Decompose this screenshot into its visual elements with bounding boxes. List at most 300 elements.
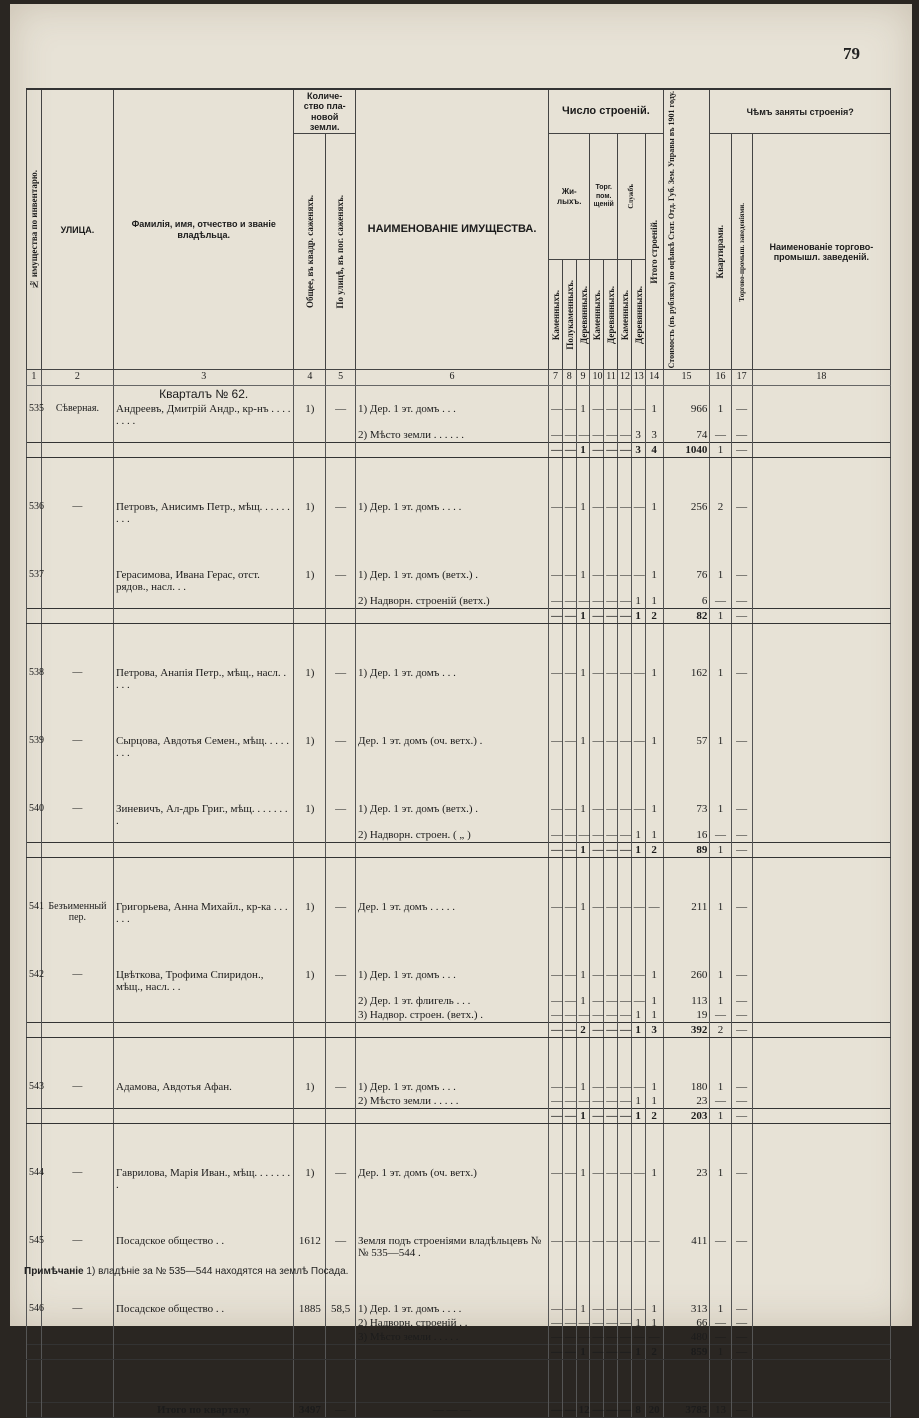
building-count: —	[576, 1234, 590, 1260]
spacer-cell	[355, 1124, 548, 1167]
spacer-cell	[576, 624, 590, 667]
trade-count: —	[731, 1109, 752, 1124]
building-count: —	[604, 1302, 618, 1316]
building-count: —	[590, 1330, 604, 1345]
spacer-cell	[326, 858, 356, 901]
empty-cell	[114, 1330, 294, 1345]
building-count: 1	[631, 1094, 645, 1109]
building-count: —	[618, 1302, 632, 1316]
building-count: 1	[645, 594, 663, 609]
property-row	[27, 968, 891, 994]
column-number: 11	[604, 370, 618, 386]
street-name: —	[41, 1302, 113, 1316]
area-total: 1)	[294, 500, 326, 526]
property-row	[27, 900, 891, 926]
empty-cell	[294, 1330, 326, 1345]
building-count: —	[590, 1234, 604, 1260]
inventory-number: 546	[27, 1302, 42, 1316]
empty-cell	[114, 994, 294, 1008]
property-row	[27, 500, 891, 526]
column-number: 8	[562, 370, 576, 386]
empty-cell	[27, 843, 42, 858]
spacer-row	[27, 1192, 891, 1234]
building-count: —	[618, 609, 632, 624]
empty-cell	[27, 1109, 42, 1124]
spacer-cell	[562, 1260, 576, 1302]
spacer-cell	[618, 1192, 632, 1234]
building-count: —	[562, 428, 576, 443]
property-name: 1) Дер. 1 эт. домъ . . .	[355, 1080, 548, 1094]
cost-value: 6	[663, 594, 710, 609]
empty-cell	[27, 1403, 42, 1418]
building-count: —	[562, 666, 576, 692]
col-trade-estab-header: Торгово-промыш. заведеніями.	[731, 134, 752, 370]
trade-names-cell	[752, 402, 890, 428]
spacer-cell	[326, 760, 356, 802]
building-count: —	[590, 500, 604, 526]
footnote	[24, 1266, 348, 1277]
inventory-number: 541	[27, 900, 42, 926]
empty-cell	[326, 1008, 356, 1023]
trade-names-cell	[752, 1330, 890, 1345]
building-count: 1	[645, 802, 663, 828]
building-count: 1	[631, 1316, 645, 1330]
column-number: 7	[549, 370, 563, 386]
spacer-cell	[41, 1124, 113, 1167]
building-count: 1	[576, 1080, 590, 1094]
trade-count: —	[731, 1023, 752, 1038]
street-name: —	[41, 802, 113, 828]
cost-value: 74	[663, 428, 710, 443]
building-count: —	[562, 500, 576, 526]
empty-cell	[294, 428, 326, 443]
spacer-cell	[326, 458, 356, 501]
trade-count: —	[731, 802, 752, 828]
empty-cell	[326, 1023, 356, 1038]
spacer-cell	[752, 926, 890, 968]
building-count: —	[562, 1008, 576, 1023]
building-count: —	[549, 594, 563, 609]
spacer-cell	[752, 458, 890, 501]
street-name: —	[41, 1166, 113, 1192]
spacer-cell	[731, 926, 752, 968]
inventory-number: 535	[27, 402, 42, 428]
trade-count: —	[731, 900, 752, 926]
ledger-page	[10, 4, 912, 1417]
spacer-cell	[710, 858, 731, 901]
property-name: 2) Дер. 1 эт. флигель . . .	[355, 994, 548, 1008]
col-owner-header: Фамилія, имя, отчество и званіе владѣльца.	[114, 89, 294, 370]
spacer-cell	[618, 1260, 632, 1302]
building-count: 1	[631, 1008, 645, 1023]
column-number: 13	[631, 370, 645, 386]
building-count: 1	[645, 1316, 663, 1330]
spacer-cell	[631, 1360, 645, 1403]
spacer-cell	[294, 1124, 326, 1167]
col-9-header: Деревянныхъ.	[576, 259, 590, 370]
spacer-cell	[645, 692, 663, 734]
empty-cell	[294, 1008, 326, 1023]
building-count: 20	[645, 1403, 663, 1418]
empty-cell	[326, 1316, 356, 1330]
empty-cell	[41, 1316, 113, 1330]
trade-names-cell	[752, 1234, 890, 1260]
cost-value: 203	[663, 1109, 710, 1124]
trade-names-cell	[752, 1302, 890, 1316]
building-count: 1	[576, 994, 590, 1008]
spacer-cell	[731, 458, 752, 501]
spacer-cell	[731, 1260, 752, 1302]
empty-cell	[41, 594, 113, 609]
inventory-number: 545	[27, 1234, 42, 1260]
empty-cell	[114, 1109, 294, 1124]
spacer-cell	[41, 1192, 113, 1234]
building-count: —	[549, 1080, 563, 1094]
building-count: —	[618, 994, 632, 1008]
spacer-cell	[576, 1192, 590, 1234]
building-count: 1	[645, 1302, 663, 1316]
spacer-cell	[604, 458, 618, 501]
property-table	[26, 88, 891, 1418]
empty-cell	[41, 428, 113, 443]
area-total: 1)	[294, 568, 326, 594]
building-count: —	[618, 1109, 632, 1124]
spacer-cell	[604, 1260, 618, 1302]
spacer-cell	[590, 1360, 604, 1403]
apartments-value: 1	[710, 1302, 731, 1316]
spacer-cell	[731, 692, 752, 734]
street-name: —	[41, 968, 113, 994]
trade-names-cell	[752, 1109, 890, 1124]
building-count: —	[590, 900, 604, 926]
building-count: 1	[576, 609, 590, 624]
building-count: —	[549, 609, 563, 624]
building-count: —	[645, 1330, 663, 1345]
building-count: —	[549, 1023, 563, 1038]
area-front: 58,5	[326, 1302, 356, 1316]
area-front: —	[326, 900, 356, 926]
trade-count: —	[731, 1316, 752, 1330]
trade-names-cell	[752, 843, 890, 858]
empty-cell	[41, 1109, 113, 1124]
building-count: —	[549, 1403, 563, 1418]
trade-count: —	[731, 1302, 752, 1316]
spacer-cell	[590, 858, 604, 901]
spacer-cell	[562, 624, 576, 667]
building-count: —	[590, 1008, 604, 1023]
empty-cell	[326, 594, 356, 609]
building-count: —	[604, 1403, 618, 1418]
column-number: 6	[355, 370, 548, 386]
building-count: —	[590, 1080, 604, 1094]
building-count: —	[549, 568, 563, 594]
spacer-cell	[710, 624, 731, 667]
building-count: 1	[576, 500, 590, 526]
spacer-cell	[604, 1038, 618, 1081]
building-count: —	[604, 1023, 618, 1038]
building-count: —	[562, 1403, 576, 1418]
trade-count: —	[731, 1094, 752, 1109]
spacer-row	[27, 526, 891, 568]
spacer-cell	[326, 1038, 356, 1081]
building-count: —	[549, 1166, 563, 1192]
empty-cell	[41, 843, 113, 858]
col-trade-names-header: Наименованіе торгово-промышл. заведеній.	[752, 134, 890, 370]
spacer-cell	[549, 760, 563, 802]
page-number: 79	[843, 44, 860, 63]
building-count: —	[562, 968, 576, 994]
owner-name: Зиневичъ, Ал-дрь Григ., мѣщ. . . . . . . .	[114, 802, 294, 828]
spacer-cell	[645, 858, 663, 901]
empty-cell	[355, 1345, 548, 1360]
building-count: —	[618, 1008, 632, 1023]
col-area-total-header: Общее, въ квадр. саженяхъ.	[294, 134, 326, 370]
cost-value: 89	[663, 843, 710, 858]
building-count: —	[604, 802, 618, 828]
building-count: —	[618, 1403, 632, 1418]
building-count: —	[604, 594, 618, 609]
street-name: —	[41, 666, 113, 692]
empty-cell	[326, 443, 356, 458]
trade-count: —	[731, 500, 752, 526]
spacer-row	[27, 858, 891, 901]
building-count: —	[618, 568, 632, 594]
building-count: —	[618, 500, 632, 526]
building-count: —	[562, 1166, 576, 1192]
trade-count: —	[731, 443, 752, 458]
empty-cell	[27, 828, 42, 843]
building-count: —	[590, 843, 604, 858]
owner-name: Сырцова, Авдотья Семен., мѣщ. . . . . . . .	[114, 734, 294, 760]
building-count: —	[618, 900, 632, 926]
spacer-cell	[562, 1360, 576, 1403]
empty-cell	[294, 843, 326, 858]
building-count: —	[576, 428, 590, 443]
empty-cell	[27, 443, 42, 458]
street-name: —	[41, 1080, 113, 1094]
building-count: —	[631, 1166, 645, 1192]
empty-cell	[114, 843, 294, 858]
building-count: —	[631, 1080, 645, 1094]
property-row	[27, 1234, 891, 1260]
building-count: —	[576, 828, 590, 843]
empty-cell	[114, 1345, 294, 1360]
spacer-cell	[752, 1038, 890, 1081]
building-count: —	[562, 843, 576, 858]
inventory-number: 537	[27, 568, 42, 594]
trade-names-cell	[752, 734, 890, 760]
spacer-cell	[355, 1260, 548, 1302]
col-7-header: Каменныхъ.	[549, 259, 563, 370]
building-count: —	[562, 402, 576, 428]
col-12-header: Каменныхъ.	[618, 259, 632, 370]
spacer-cell	[604, 858, 618, 901]
spacer-cell	[618, 858, 632, 901]
trade-names-cell	[752, 500, 890, 526]
building-count: —	[604, 666, 618, 692]
spacer-cell	[631, 458, 645, 501]
property-name: 3) Надвор. строен. (ветх.) .	[355, 1008, 548, 1023]
building-count: —	[549, 843, 563, 858]
owner-name: Петровъ, Анисимъ Петр., мѣщ. . . . . . . . .	[114, 500, 294, 526]
building-count: —	[576, 1008, 590, 1023]
building-count: —	[590, 1023, 604, 1038]
building-count: —	[590, 994, 604, 1008]
apartments-value: 1	[710, 802, 731, 828]
column-number: 16	[710, 370, 731, 386]
building-count: 1	[631, 843, 645, 858]
empty-cell	[41, 1094, 113, 1109]
spacer-cell	[294, 1360, 326, 1403]
spacer-cell	[663, 1038, 710, 1081]
empty-cell	[41, 443, 113, 458]
empty-cell	[294, 443, 326, 458]
spacer-cell	[731, 526, 752, 568]
empty-cell	[27, 609, 42, 624]
spacer-row	[27, 760, 891, 802]
spacer-cell	[631, 1192, 645, 1234]
building-count: —	[604, 994, 618, 1008]
building-count: —	[631, 1234, 645, 1260]
building-count: —	[562, 1094, 576, 1109]
building-count: —	[549, 500, 563, 526]
building-count: —	[549, 828, 563, 843]
building-count: —	[562, 594, 576, 609]
spacer-cell	[549, 1360, 563, 1403]
property-row	[27, 568, 891, 594]
empty-cell	[114, 828, 294, 843]
spacer-cell	[114, 526, 294, 568]
building-count: —	[631, 666, 645, 692]
building-count: —	[604, 968, 618, 994]
cost-value: 1040	[663, 443, 710, 458]
spacer-cell	[114, 858, 294, 901]
building-count: —	[618, 443, 632, 458]
cost-value: 19	[663, 1008, 710, 1023]
spacer-cell	[710, 692, 731, 734]
empty-cell	[326, 1330, 356, 1345]
cost-value: 82	[663, 609, 710, 624]
property-row	[27, 1008, 891, 1023]
column-numbers-row	[27, 370, 891, 386]
subtotal-row	[27, 443, 891, 458]
building-count: —	[604, 1234, 618, 1260]
spacer-cell	[294, 1192, 326, 1234]
trade-count: —	[731, 994, 752, 1008]
empty-cell	[294, 994, 326, 1008]
property-row	[27, 1316, 891, 1330]
building-count: 3	[645, 1023, 663, 1038]
area-total: 1)	[294, 734, 326, 760]
apartments-value: 1	[710, 443, 731, 458]
col-area-front-header: По улицѣ, въ пог. саженяхъ.	[326, 134, 356, 370]
area-front: —	[326, 1080, 356, 1094]
spacer-cell	[114, 624, 294, 667]
empty-cell	[326, 609, 356, 624]
building-count: —	[618, 594, 632, 609]
cost-value: 480	[663, 1330, 710, 1345]
building-count: —	[549, 1345, 563, 1360]
building-count: —	[590, 1316, 604, 1330]
building-count: —	[631, 802, 645, 828]
empty-cell	[41, 609, 113, 624]
building-count: 1	[645, 666, 663, 692]
spacer-cell	[326, 1192, 356, 1234]
empty-cell	[114, 443, 294, 458]
empty-cell	[114, 1316, 294, 1330]
spacer-cell	[114, 926, 294, 968]
inventory-number: 540	[27, 802, 42, 828]
apartments-value: —	[710, 1234, 731, 1260]
building-count: —	[618, 666, 632, 692]
spacer-cell	[562, 1124, 576, 1167]
building-count: —	[604, 734, 618, 760]
owner-name: Адамова, Авдотья Афан.	[114, 1080, 294, 1094]
property-name: 1) Дер. 1 эт. домъ . . .	[355, 666, 548, 692]
spacer-row	[27, 1038, 891, 1081]
residential-header: Жи- лыхъ.	[549, 134, 590, 259]
building-count: —	[631, 568, 645, 594]
property-row	[27, 1302, 891, 1316]
cost-value: 23	[663, 1094, 710, 1109]
building-count: —	[549, 900, 563, 926]
owner-name: Посадское общество . .	[114, 1302, 294, 1316]
inventory-number: 542	[27, 968, 42, 994]
trade-count: —	[731, 734, 752, 760]
building-count: —	[645, 1234, 663, 1260]
spacer-cell	[576, 1038, 590, 1081]
col-total-buildings-header: Итого строеній.	[645, 134, 663, 370]
spacer-cell	[41, 926, 113, 968]
building-count: —	[618, 1316, 632, 1330]
trade-count: —	[731, 1234, 752, 1260]
empty-cell	[114, 594, 294, 609]
spacer-cell	[326, 926, 356, 968]
empty-cell	[27, 1008, 42, 1023]
cost-value: 76	[663, 568, 710, 594]
trade-count: —	[731, 1403, 752, 1418]
empty-cell	[114, 1094, 294, 1109]
empty-cell	[326, 1345, 356, 1360]
inventory-number: 538	[27, 666, 42, 692]
empty-cell	[294, 594, 326, 609]
building-count: —	[604, 500, 618, 526]
spacer-cell	[731, 1038, 752, 1081]
trade-count: —	[731, 843, 752, 858]
spacer-cell	[645, 458, 663, 501]
quarter-row	[27, 386, 891, 403]
building-count: —	[618, 968, 632, 994]
spacer-cell	[355, 692, 548, 734]
spacer-cell	[645, 1124, 663, 1167]
property-name: 3) Мѣсто земли . . . . .	[355, 1330, 548, 1345]
property-name: 2) Мѣсто земли . . . . .	[355, 1094, 548, 1109]
spacer-cell	[710, 1192, 731, 1234]
column-number: 10	[590, 370, 604, 386]
spacer-cell	[27, 926, 42, 968]
building-count: 1	[631, 594, 645, 609]
building-count: 2	[645, 1345, 663, 1360]
spacer-cell	[631, 1260, 645, 1302]
trade-names-cell	[752, 994, 890, 1008]
apartments-value: 13	[710, 1403, 731, 1418]
area-front: —	[326, 802, 356, 828]
spacer-cell	[631, 624, 645, 667]
empty-cell	[27, 994, 42, 1008]
empty-cell	[355, 609, 548, 624]
building-count: —	[618, 1080, 632, 1094]
trade-names-cell	[752, 1094, 890, 1109]
